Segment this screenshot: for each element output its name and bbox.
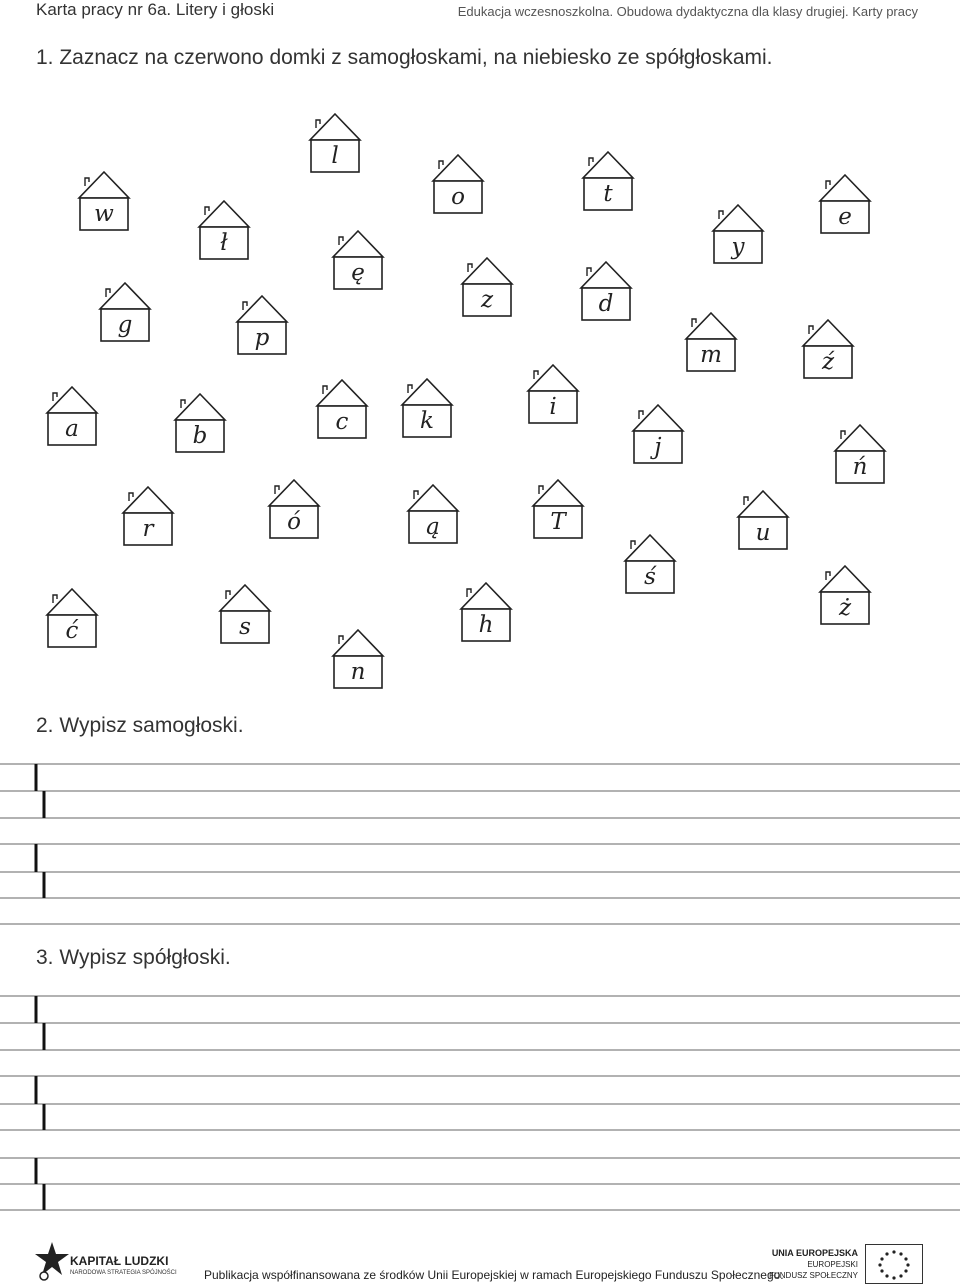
eu-label-line-2: EUROPEJSKI bbox=[807, 1260, 858, 1269]
writing-lines-consonants[interactable] bbox=[0, 994, 960, 1234]
house[interactable] bbox=[333, 231, 383, 289]
house[interactable] bbox=[528, 365, 578, 423]
publication-note: Publikacja współfinansowana ze środków Unii Europejskiej w ramach Europejskiego Funduszu Społecznego. bbox=[204, 1268, 784, 1282]
house[interactable] bbox=[220, 585, 270, 643]
house[interactable] bbox=[583, 152, 633, 210]
eu-label bbox=[769, 1248, 858, 1281]
house[interactable] bbox=[199, 201, 249, 259]
house[interactable] bbox=[462, 258, 512, 316]
house-letter: ł bbox=[220, 230, 228, 256]
house-letter: r bbox=[142, 516, 154, 542]
house[interactable] bbox=[123, 487, 173, 545]
house-letter: l bbox=[331, 143, 339, 169]
series-title: Edukacja wczesnoszkolna. Obudowa dydaktyczna dla klasy drugiej. Karty pracy bbox=[457, 4, 918, 19]
house[interactable] bbox=[686, 313, 736, 371]
kapital-ludzki-logo bbox=[32, 1240, 72, 1282]
house-letter: m bbox=[700, 342, 722, 368]
house[interactable] bbox=[175, 394, 225, 452]
house[interactable] bbox=[633, 405, 683, 463]
house-letter: ą bbox=[426, 514, 440, 540]
house[interactable] bbox=[533, 480, 583, 538]
house-letter: j bbox=[654, 434, 662, 460]
house[interactable] bbox=[269, 480, 319, 538]
house-letter: s bbox=[239, 614, 251, 640]
house[interactable] bbox=[310, 114, 360, 172]
house-letter: d bbox=[598, 291, 614, 317]
house-letter: u bbox=[755, 520, 771, 546]
house[interactable] bbox=[713, 205, 763, 263]
house[interactable] bbox=[317, 380, 367, 438]
house-letter: ę bbox=[351, 260, 365, 286]
house[interactable] bbox=[47, 589, 97, 647]
house-letter: h bbox=[478, 612, 494, 638]
house[interactable] bbox=[408, 485, 458, 543]
house[interactable] bbox=[402, 379, 452, 437]
house-letter: p bbox=[254, 325, 270, 351]
house-letter: ś bbox=[644, 564, 656, 590]
house[interactable] bbox=[79, 172, 129, 230]
house-letter: i bbox=[549, 394, 557, 420]
house-letter: k bbox=[420, 408, 434, 434]
house[interactable] bbox=[820, 566, 870, 624]
house[interactable] bbox=[461, 583, 511, 641]
house-letter: y bbox=[731, 234, 745, 260]
house[interactable] bbox=[738, 491, 788, 549]
house-letter: o bbox=[451, 184, 465, 210]
house-letter: b bbox=[192, 423, 208, 449]
house-letter: t bbox=[603, 181, 613, 207]
house[interactable] bbox=[433, 155, 483, 213]
house[interactable] bbox=[333, 630, 383, 688]
house-letter: z bbox=[480, 287, 494, 313]
house[interactable] bbox=[835, 425, 885, 483]
eu-flag-icon bbox=[865, 1244, 923, 1284]
house-letter: ó bbox=[287, 509, 301, 535]
house-letter: ż bbox=[838, 595, 852, 621]
house[interactable] bbox=[581, 262, 631, 320]
house[interactable] bbox=[803, 320, 853, 378]
eu-label-line-1: UNIA EUROPEJSKA bbox=[771, 1248, 858, 1258]
house[interactable] bbox=[820, 175, 870, 233]
house-letter: T bbox=[550, 509, 566, 535]
kapital-ludzki-title: KAPITAŁ LUDZKI bbox=[70, 1254, 169, 1268]
house-letter: e bbox=[838, 204, 852, 230]
house-letter: n bbox=[350, 659, 366, 685]
task-2-instruction: 2. Wypisz samogłoski. bbox=[36, 714, 244, 737]
writing-lines-vowels[interactable] bbox=[0, 762, 960, 932]
eu-label-line-3: FUNDUSZ SPOŁECZNY bbox=[769, 1271, 858, 1280]
worksheet-title: Karta pracy nr 6a. Litery i głoski bbox=[36, 0, 275, 19]
house-letter: g bbox=[117, 312, 133, 338]
house-letter: w bbox=[94, 201, 114, 227]
kapital-ludzki-subtitle: NARODOWA STRATEGIA SPÓJNOŚCI bbox=[70, 1270, 177, 1276]
house[interactable] bbox=[100, 283, 150, 341]
house-letter: c bbox=[335, 409, 349, 435]
house[interactable] bbox=[625, 535, 675, 593]
task-3-instruction: 3. Wypisz spółgłoski. bbox=[36, 946, 231, 969]
house-letter: ź bbox=[821, 349, 835, 375]
task-1-instruction: 1. Zaznacz na czerwono domki z samogłoskami, na niebiesko ze spółgłoskami. bbox=[36, 46, 773, 69]
house-letter: a bbox=[65, 416, 79, 442]
house-letter: ń bbox=[852, 454, 868, 480]
house-letter: ć bbox=[65, 618, 79, 644]
house[interactable] bbox=[237, 296, 287, 354]
house[interactable] bbox=[47, 387, 97, 445]
